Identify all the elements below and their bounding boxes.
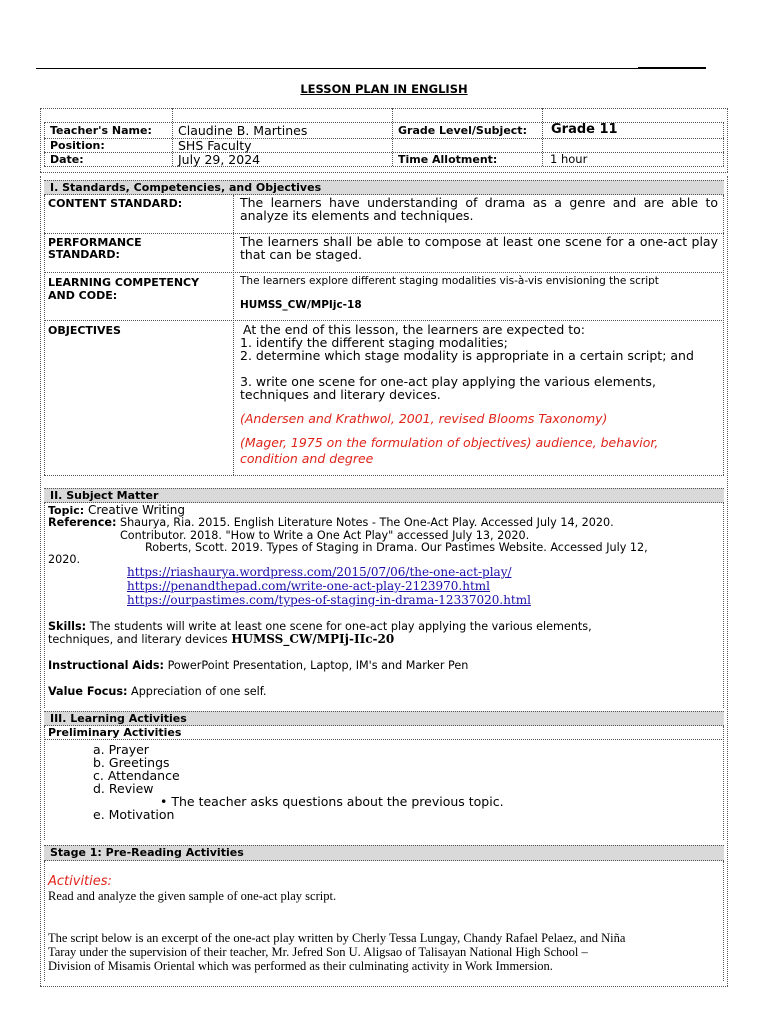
- instructional-aids-label: Instructional Aids:: [48, 659, 164, 672]
- objectives-intro: At the end of this lesson, the learners are expected to:: [243, 322, 586, 337]
- position-value: SHS Faculty: [178, 138, 252, 153]
- section1-divider: [233, 195, 234, 475]
- content-standard-label: CONTENT STANDARD:: [48, 197, 183, 210]
- script-paragraph-line-2: Taray under the supervision of their teacher, Mr. Jefred Son U. Aligsao of Talisayan National High School –: [48, 945, 588, 959]
- instructional-aids-value: PowerPoint Presentation, Laptop, IM's and Marker Pen: [167, 659, 469, 672]
- date-label: Date:: [50, 153, 84, 166]
- reference-3-year: 2020.: [48, 553, 81, 566]
- activity-item-attendance: c. Attendance: [93, 768, 180, 783]
- topic-line: [48, 503, 185, 517]
- script-paragraph-line-3: Division of Misamis Oriental which was performed as their culminating activity in Work Immersion.: [48, 959, 553, 973]
- reference-1: Shaurya, Ria. 2015. English Literature Notes - The One-Act Play. Accessed July 14, 2020.: [119, 516, 614, 529]
- reference-2: Contributor. 2018. "How to Write a One Act Play" accessed July 13, 2020.: [120, 529, 530, 542]
- topic-value: Creative Writing: [88, 503, 185, 517]
- main-frame-left: [40, 176, 41, 986]
- section3-right-border: [723, 726, 724, 840]
- date-value: July 29, 2024: [178, 152, 261, 167]
- section1-right-border: [723, 195, 724, 475]
- top-rule-accent: [638, 67, 706, 68]
- row-sep-3: [44, 320, 724, 321]
- top-rule: [36, 68, 706, 69]
- main-frame-right: [727, 176, 728, 986]
- activity-item-review: d. Review: [93, 781, 154, 796]
- skills-text-2: techniques, and literary devices: [48, 633, 228, 646]
- section-learning-activities-heading: III. Learning Activities: [44, 711, 724, 726]
- activity-item-prayer: a. Prayer: [93, 742, 149, 757]
- topic-label: Topic:: [48, 504, 85, 517]
- performance-standard-text: The learners shall be able to compose at least one scene for a one-act play that can be staged.: [240, 234, 718, 262]
- skills-text: The students will write at least one scene for one-act play applying the various elements,: [89, 620, 592, 633]
- objective-item-2: 2. determine which stage modality is appropriate in a certain script; and: [240, 348, 694, 363]
- reference-link-penandthepad[interactable]: https://penandthepad.com/write-one-act-play-2123970.html: [127, 579, 490, 593]
- row-sep-2: [44, 272, 724, 273]
- time-allotment-value: 1 hour: [550, 152, 588, 166]
- learning-competency-label-line1: LEARNING COMPETENCY: [48, 276, 200, 289]
- grade-level-label: Grade Level/Subject:: [398, 124, 527, 137]
- performance-standard-label-line2: STANDARD:: [48, 248, 120, 261]
- section1-left-border: [44, 195, 45, 475]
- activity-item-greetings: b. Greetings: [93, 755, 170, 770]
- performance-standard-label-line1: PERFORMANCE: [48, 236, 142, 249]
- activities-instruction: Read and analyze the given sample of one-act play script.: [48, 889, 337, 903]
- reference-link-riashaurya[interactable]: https://riashaurya.wordpress.com/2015/07/06/the-one-act-play/: [127, 565, 512, 579]
- activities-label: Activities:: [48, 874, 112, 889]
- objectives-note-mager: (Mager, 1975 on the formulation of objectives) audience, behavior, condition and degree: [240, 435, 659, 466]
- preliminary-activities-label: Preliminary Activities: [44, 726, 724, 740]
- skills-label: Skills:: [48, 620, 87, 633]
- position-label: Position:: [50, 139, 105, 152]
- row-sep-4: [44, 475, 724, 476]
- content-standard-text: The learners have understanding of drama as a genre and are able to analyze its elements and techniques.: [240, 195, 718, 223]
- instructional-aids-line: [48, 659, 468, 672]
- review-bullet: • The teacher asks questions about the previous topic.: [160, 794, 504, 809]
- objective-item-3: 3. write one scene for one-act play applying the various elements, techniques and literary devices.: [240, 374, 656, 402]
- reference-3: Roberts, Scott. 2019. Types of Staging in Drama. Our Pastimes Website. Accessed July 12,: [145, 541, 648, 554]
- main-frame-bottom: [40, 986, 728, 987]
- objectives-note-bloom: (Andersen and Krathwol, 2001, revised Blooms Taxonomy): [240, 411, 608, 426]
- reference-link-ourpastimes[interactable]: https://ourpastimes.com/types-of-staging-in-drama-12337020.html: [127, 593, 531, 607]
- script-paragraph-line-1: The script below is an excerpt of the one-act play written by Cherly Tessa Lungay, Chandy Rafael Pelaez, and Niña: [48, 931, 626, 945]
- value-focus-label: Value Focus:: [48, 685, 128, 698]
- skills-line-2: [48, 632, 394, 646]
- stage1-right-border: [723, 861, 724, 981]
- section3-left-border: [44, 726, 45, 840]
- stage1-left-border: [44, 861, 45, 981]
- section2-left-border: [44, 503, 45, 708]
- teacher-name-value: Claudine B. Martines: [178, 123, 308, 138]
- grade-level-value: Grade 11: [551, 122, 618, 137]
- objective-item-1: 1. identify the different staging modalities;: [240, 335, 508, 350]
- section-standards-heading: I. Standards, Competencies, and Objectives: [44, 180, 724, 195]
- objectives-label: OBJECTIVES: [48, 324, 121, 337]
- stage1-heading: Stage 1: Pre-Reading Activities: [44, 845, 724, 861]
- time-allotment-label: Time Allotment:: [398, 153, 498, 166]
- teacher-name-label: Teacher's Name:: [50, 124, 152, 137]
- reference-line-1: [48, 516, 614, 529]
- section-subject-matter-heading: II. Subject Matter: [44, 488, 724, 503]
- learning-competency-text: The learners explore different staging modalities vis-à-vis envisioning the script: [240, 275, 659, 287]
- activity-item-motivation: e. Motivation: [93, 807, 175, 822]
- learning-competency-label-line2: AND CODE:: [48, 289, 118, 302]
- section2-right-border: [723, 503, 724, 708]
- page-title: LESSON PLAN IN ENGLISH: [300, 82, 468, 96]
- learning-competency-code: HUMSS_CW/MPIjc-18: [240, 299, 362, 311]
- value-focus-value: Appreciation of one self.: [131, 685, 267, 698]
- value-focus-line: [48, 685, 266, 698]
- skills-code: HUMSS_CW/MPIj-IIc-20: [231, 632, 395, 646]
- reference-label: Reference:: [48, 516, 117, 529]
